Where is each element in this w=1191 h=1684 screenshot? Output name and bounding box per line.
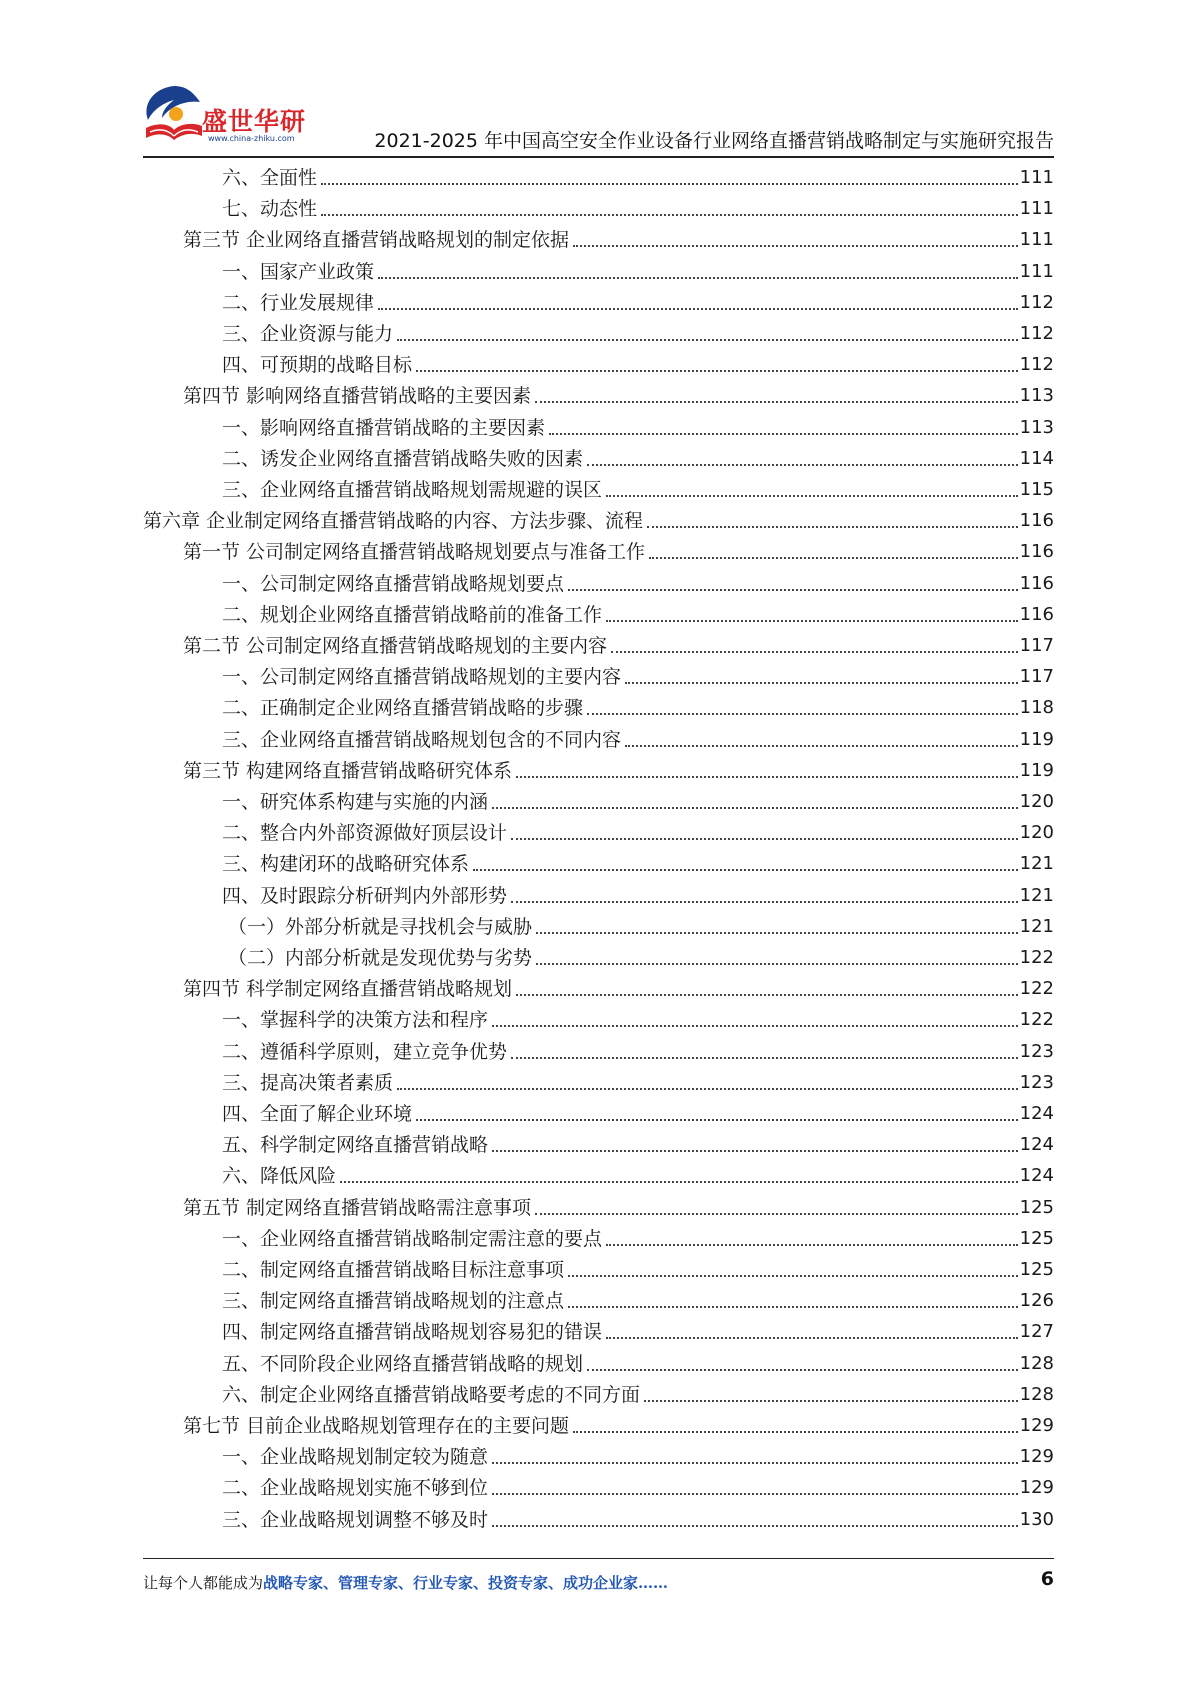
toc-entry-title: 一、掌握科学的决策方法和程序 (222, 1009, 489, 1032)
toc-entry-page: 129 (1019, 1415, 1054, 1436)
toc-entry-title: 四、及时跟踪分析研判内外部形势 (222, 884, 508, 907)
toc-entry-page: 126 (1019, 1290, 1054, 1312)
toc-entry-title: 四、可预期的战略目标 (222, 354, 413, 377)
toc-leader-dots (587, 464, 1018, 466)
toc-entry-title: 五、不同阶段企业网络直播营销战略的规划 (222, 1352, 584, 1375)
toc-entry[interactable] (222, 1468, 1054, 1500)
toc-entry[interactable] (228, 907, 1054, 939)
toc-entry-page: 112 (1019, 291, 1054, 313)
toc-entry-title: 三、制定网络直播营销战略规划的注意点 (222, 1290, 565, 1313)
page-header (0, 0, 1191, 160)
toc-entry-page: 112 (1019, 323, 1054, 344)
toc-entry[interactable] (222, 1250, 1054, 1282)
toc-entry-title: 第四节 影响网络直播营销战略的主要因素 (183, 385, 532, 408)
toc-entry[interactable] (222, 345, 1054, 377)
toc-entry-title: 二、正确制定企业网络直播营销战略的步骤 (222, 697, 584, 720)
toc-entry[interactable] (222, 564, 1054, 596)
toc-entry[interactable] (222, 813, 1054, 845)
toc-entry-page: 116 (1019, 541, 1054, 563)
toc-entry-page: 129 (1019, 1446, 1054, 1468)
toc-entry-title: 一、国家产业政策 (222, 260, 375, 283)
toc-entry-title: 一、影响网络直播营销战略的主要因素 (222, 416, 546, 439)
toc-leader-dots (587, 1369, 1018, 1371)
toc-entry-title: 二、整合内外部资源做好顶层设计 (222, 822, 508, 845)
toc-entry-title: 一、企业战略规划制定较为随意 (222, 1446, 489, 1469)
toc-entry-title: 六、全面性 (222, 167, 318, 189)
toc-entry-title: 四、全面了解企业环境 (222, 1103, 413, 1125)
toc-entry-title: 第二节 公司制定网络直播营销战略规划的主要内容 (183, 635, 608, 657)
toc-entry[interactable] (222, 1219, 1054, 1251)
toc-leader-dots (511, 901, 1018, 903)
toc-entry[interactable] (222, 688, 1054, 720)
toc-entry[interactable] (183, 532, 1054, 564)
toc-entry-title: 六、制定企业网络直播营销战略要考虑的不同方面 (222, 1383, 641, 1406)
toc-leader-dots (611, 651, 1018, 653)
toc-leader-dots (516, 994, 1018, 996)
toc-entry-title: 二、制定网络直播营销战略目标注意事项 (222, 1259, 565, 1281)
toc-entry[interactable] (183, 626, 1054, 658)
toc-leader-dots (625, 745, 1018, 747)
toc-entry-page: 117 (1019, 666, 1054, 688)
toc-entry-page: 111 (1019, 198, 1054, 220)
toc-entry[interactable] (183, 969, 1054, 1001)
toc-entry[interactable] (228, 938, 1054, 970)
toc-leader-dots (516, 776, 1018, 778)
toc-leader-dots (535, 1213, 1018, 1215)
toc-entry[interactable] (222, 1032, 1054, 1064)
toc-entry-title: 三、企业网络直播营销战略规划需规避的误区 (222, 479, 603, 501)
toc-leader-dots (416, 370, 1018, 372)
toc-leader-dots (568, 1275, 1018, 1277)
toc-entry-title: 第三节 构建网络直播营销战略研究体系 (183, 759, 513, 782)
toc-leader-dots (536, 932, 1018, 934)
toc-entry-title: 第四节 科学制定网络直播营销战略规划 (183, 978, 513, 1001)
toc-leader-dots (573, 245, 1018, 247)
toc-entry-title: （二）内部分析就是发现优势与劣势 (228, 947, 533, 969)
toc-entry-title: 三、企业战略规划调整不够及时 (222, 1508, 489, 1531)
toc-entry-page: 121 (1019, 884, 1054, 906)
toc-leader-dots (378, 277, 1018, 279)
toc-entry[interactable] (222, 1000, 1054, 1032)
logo-url: www.china-zhiku.com (208, 134, 295, 143)
toc-entry-title: 二、规划企业网络直播营销战略前的准备工作 (222, 603, 603, 626)
toc-leader-dots (568, 1306, 1018, 1308)
toc-entry-page: 129 (1019, 1477, 1054, 1499)
toc-entry-title: 第五节 制定网络直播营销战略需注意事项 (183, 1196, 532, 1219)
toc-entry[interactable] (222, 876, 1054, 908)
toc-leader-dots (492, 1493, 1018, 1495)
toc-entry-page: 119 (1019, 759, 1054, 781)
toc-entry-page: 123 (1019, 1040, 1054, 1062)
toc-entry-page: 119 (1019, 728, 1054, 750)
toc-entry-title: 七、动态性 (222, 198, 318, 221)
toc-entry-page: 113 (1019, 385, 1054, 407)
toc-entry-title: 二、行业发展规律 (222, 291, 375, 314)
toc-leader-dots (568, 589, 1018, 591)
toc-entry-page: 125 (1019, 1227, 1054, 1249)
toc-entry-page: 125 (1019, 1259, 1054, 1280)
toc-entry-page: 128 (1019, 1383, 1054, 1405)
toc-entry[interactable] (222, 720, 1054, 752)
toc-entry[interactable] (222, 314, 1054, 346)
toc-entry-page: 125 (1019, 1196, 1054, 1218)
toc-entry[interactable] (183, 376, 1054, 408)
toc-leader-dots (587, 713, 1018, 715)
toc-entry-page: 120 (1019, 791, 1054, 812)
toc-entry-title: 第七节 目前企业战略规划管理存在的主要问题 (183, 1415, 570, 1437)
toc-entry[interactable] (222, 1063, 1054, 1095)
toc-entry-title: 三、构建闭环的战略研究体系 (222, 853, 470, 876)
toc-leader-dots (647, 526, 1018, 528)
toc-leader-dots (606, 1244, 1018, 1246)
toc-entry[interactable] (222, 252, 1054, 284)
toc-entry-page: 122 (1019, 947, 1054, 968)
toc-leader-dots (397, 1088, 1018, 1090)
toc-entry-title: 一、公司制定网络直播营销战略规划要点 (222, 572, 565, 595)
toc-entry[interactable] (222, 1156, 1054, 1188)
toc-entry-title: 一、公司制定网络直播营销战略规划的主要内容 (222, 666, 622, 689)
toc-leader-dots (492, 1025, 1018, 1027)
toc-entry[interactable] (222, 283, 1054, 315)
toc-entry[interactable] (222, 408, 1054, 440)
toc-leader-dots (511, 1057, 1018, 1059)
toc-entry-title: 第三节 企业网络直播营销战略规划的制定依据 (183, 229, 570, 252)
toc-leader-dots (473, 869, 1018, 871)
toc-leader-dots (649, 557, 1018, 559)
toc-entry-page: 124 (1019, 1103, 1054, 1124)
toc-entry[interactable] (183, 751, 1054, 783)
footer-slogan (143, 1572, 668, 1593)
toc-leader-dots (321, 183, 1018, 185)
toc-entry-page: 122 (1019, 978, 1054, 1000)
logo-name: 盛世华研 (202, 107, 307, 136)
toc-entry[interactable] (222, 1281, 1054, 1313)
toc-entry[interactable] (222, 657, 1054, 689)
toc-entry[interactable] (222, 1312, 1054, 1344)
toc-leader-dots (606, 1337, 1018, 1339)
toc-entry-page: 116 (1019, 510, 1054, 532)
toc-entry-page: 111 (1019, 229, 1054, 251)
toc-entry-page: 128 (1019, 1352, 1054, 1374)
toc-entry-page: 116 (1019, 572, 1054, 594)
toc-entry-page: 111 (1019, 167, 1054, 188)
toc-entry-page: 124 (1019, 1165, 1054, 1187)
toc-entry-page: 124 (1019, 1134, 1054, 1156)
toc-entry[interactable] (222, 1344, 1054, 1376)
toc-entry[interactable] (222, 1500, 1054, 1532)
toc-entry[interactable] (222, 595, 1054, 627)
toc-entry-title: 一、研究体系构建与实施的内涵 (222, 791, 489, 813)
toc-entry-title: 三、企业资源与能力 (222, 323, 394, 345)
toc-entry[interactable] (222, 439, 1054, 471)
logo-emblem-icon (140, 82, 204, 146)
footer-slogan-prefix: 让每个人都能成为 (143, 1574, 264, 1592)
toc-entry-page: 117 (1019, 635, 1054, 656)
toc-leader-dots (644, 1400, 1018, 1402)
toc-leader-dots (492, 1462, 1018, 1464)
toc-entry[interactable] (222, 1437, 1054, 1469)
toc-leader-dots (378, 308, 1018, 310)
toc-entry-page: 112 (1019, 354, 1054, 376)
toc-entry-page: 115 (1019, 479, 1054, 500)
toc-leader-dots (492, 1150, 1018, 1152)
toc-entry-title: 第六章 企业制定网络直播营销战略的内容、方法步骤、流程 (143, 510, 644, 533)
toc-entry[interactable] (222, 1094, 1054, 1126)
toc-leader-dots (536, 963, 1018, 965)
toc-entry-title: 二、遵循科学原则，建立竞争优势 (222, 1040, 508, 1063)
toc-entry-page: 121 (1019, 915, 1054, 937)
toc-entry-title: 三、企业网络直播营销战略规划包含的不同内容 (222, 728, 622, 751)
toc-leader-dots (340, 1181, 1018, 1183)
toc-leader-dots (397, 339, 1018, 341)
toc-entry[interactable] (222, 844, 1054, 876)
toc-entry[interactable] (222, 1375, 1054, 1407)
toc-entry-page: 111 (1019, 260, 1054, 282)
company-logo (140, 82, 310, 148)
toc-leader-dots (549, 433, 1018, 435)
toc-leader-dots (416, 1119, 1018, 1121)
toc-entry-title: 五、科学制定网络直播营销战略 (222, 1134, 489, 1157)
toc-entry-page: 120 (1019, 822, 1054, 844)
toc-entry-page: 114 (1019, 447, 1054, 469)
toc-entry-title: 三、提高决策者素质 (222, 1071, 394, 1094)
toc-entry-page: 121 (1019, 853, 1054, 875)
toc-leader-dots (511, 838, 1018, 840)
report-title: 2021-2025 年中国高空安全作业设备行业网络直播营销战略制定与实施研究报告 (374, 130, 1054, 152)
toc-entry[interactable] (143, 501, 1054, 533)
page-number: 6 (1040, 1568, 1054, 1590)
toc-leader-dots (606, 620, 1018, 622)
toc-leader-dots (535, 401, 1018, 403)
toc-entry[interactable] (183, 1188, 1054, 1220)
toc-entry-title: 六、降低风险 (222, 1165, 337, 1188)
toc-entry-title: 第一节 公司制定网络直播营销战略规划要点与准备工作 (183, 541, 646, 564)
toc-entry-title: 一、企业网络直播营销战略制定需注意的要点 (222, 1227, 603, 1250)
toc-entry[interactable] (222, 189, 1054, 221)
toc-entry-page: 116 (1019, 603, 1054, 625)
toc-leader-dots (492, 1525, 1018, 1527)
toc-entry[interactable] (222, 470, 1054, 502)
toc-leader-dots (492, 807, 1018, 809)
toc-entry-page: 123 (1019, 1071, 1054, 1093)
toc-entry-title: （一）外部分析就是寻找机会与威胁 (228, 915, 533, 938)
toc-leader-dots (625, 682, 1018, 684)
toc-leader-dots (606, 495, 1018, 497)
toc-entry-page: 130 (1019, 1508, 1054, 1530)
toc-entry-page: 122 (1019, 1009, 1054, 1031)
toc-entry-page: 118 (1019, 697, 1054, 719)
toc-entry[interactable] (222, 1125, 1054, 1157)
toc-entry-title: 四、制定网络直播营销战略规划容易犯的错误 (222, 1321, 603, 1344)
toc-leader-dots (321, 214, 1018, 216)
toc-entry[interactable] (183, 1406, 1054, 1438)
toc-entry-title: 二、诱发企业网络直播营销战略失败的因素 (222, 447, 584, 470)
toc-entry[interactable] (222, 158, 1054, 190)
footer-divider (143, 1558, 1054, 1559)
toc-entry[interactable] (222, 782, 1054, 814)
toc-entry[interactable] (183, 220, 1054, 252)
toc-entry-page: 113 (1019, 416, 1054, 438)
footer-slogan-highlight: 战略专家、管理专家、行业专家、投资专家、成功企业家…… (263, 1574, 669, 1592)
toc-entry-title: 二、企业战略规划实施不够到位 (222, 1477, 489, 1500)
toc-entry-page: 127 (1019, 1321, 1054, 1343)
toc-leader-dots (573, 1431, 1018, 1433)
